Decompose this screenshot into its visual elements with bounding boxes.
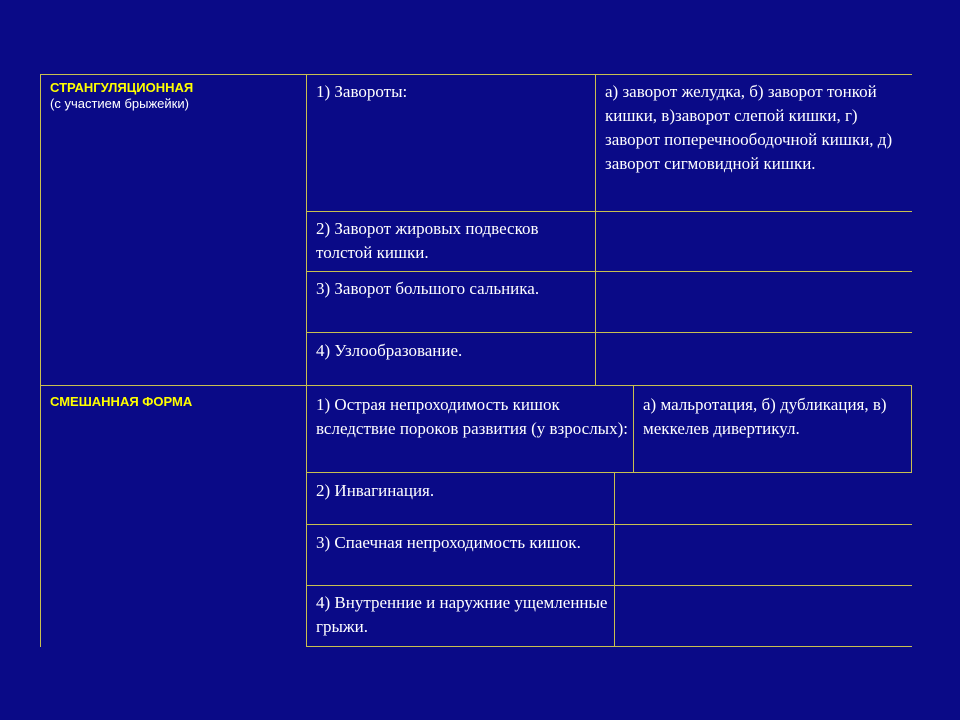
category-cell-strangulation: [50, 80, 302, 112]
type-cell: 1) Острая непроходимость кишок вследствие пороков развития (у взрослых):: [316, 395, 628, 438]
table-right-border-segment: [911, 385, 912, 473]
column-divider: [614, 472, 615, 647]
column-divider: [633, 385, 634, 473]
type-cell: 2) Инвагинация.: [316, 481, 435, 500]
row-divider: [306, 332, 912, 333]
row-divider: [306, 271, 912, 272]
type-cell: 3) Заворот большого сальника.: [316, 279, 540, 298]
category-title: СМЕШАННАЯ ФОРМА: [50, 394, 193, 409]
group-divider: [40, 385, 912, 386]
column-divider: [595, 74, 596, 386]
type-cell: 2) Заворот жировых подвесков толстой кишки.: [316, 219, 539, 262]
type-cell: 4) Внутренние и наружние ущемленные грыжи.: [316, 593, 608, 636]
category-subtitle: (с участием брыжейки): [50, 96, 189, 111]
detail-cell: а) мальротация, б) дубликация, в) меккелев дивертикул.: [643, 395, 887, 438]
detail-cell: а) заворот желудка, б) заворот тонкой кишки, в)заворот слепой кишки, г) заворот поперечноободочной кишки, д) заворот сигмовидной кишки.: [605, 82, 893, 173]
row-divider: [306, 211, 912, 212]
column-divider: [306, 74, 307, 647]
row-divider: [306, 472, 912, 473]
row-divider: [306, 585, 912, 586]
type-cell: 3) Спаечная непроходимость кишок.: [316, 533, 581, 552]
row-divider: [306, 524, 912, 525]
category-title: СТРАНГУЛЯЦИОННАЯ: [50, 80, 194, 95]
category-cell-mixed: [50, 394, 302, 410]
type-cell: 4) Узлообразование.: [316, 341, 463, 360]
table-bottom-border: [306, 646, 912, 647]
table-left-border: [40, 74, 41, 647]
table-top-border: [40, 74, 912, 75]
type-cell: 1) Завороты:: [316, 82, 408, 101]
